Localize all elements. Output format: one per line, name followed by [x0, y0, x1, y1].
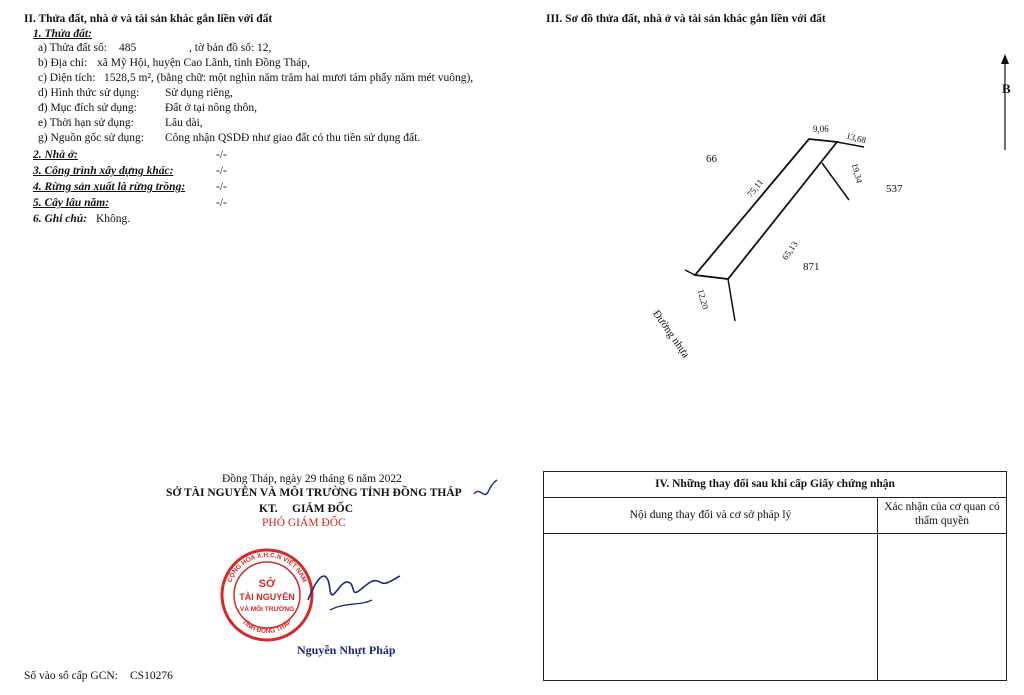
neighbor-66: 66	[706, 153, 717, 165]
land-number-value: 485	[119, 42, 137, 54]
changes-col-confirmation: Xác nhận của cơ quan có thẩm quyền	[884, 501, 1000, 527]
kt-label: KT.	[259, 503, 278, 515]
stamp-line1: TÀI NGUYÊN	[239, 592, 295, 602]
map-sheet-value: , tờ bản đồ số: 12,	[189, 42, 272, 54]
usage-purpose-value: Đất ở tại nông thôn,	[165, 102, 257, 114]
area-label: c) Diện tích:	[38, 72, 96, 84]
changes-table-title: IV. Những thay đổi sau khi cấp Giấy chứng nhận	[544, 472, 1006, 498]
changes-col-content: Nội dung thay đổi và cơ sở pháp lý	[629, 509, 792, 521]
place-date: Đồng Tháp, ngày 29 tháng 6 năm 2022	[222, 473, 402, 485]
land-number-label: a) Thửa đất số:	[38, 42, 107, 54]
section2-sub1: 1. Thửa đất:	[33, 28, 92, 40]
usage-purpose-label: đ) Mục đích sử dụng:	[38, 102, 137, 114]
section3-heading: III. Sơ đồ thửa đất, nhà ở và tài sản khác gắn liền với đất	[546, 13, 826, 25]
house-label: 2. Nhà ở:	[33, 149, 78, 161]
usage-form-value: Sử dụng riêng,	[165, 87, 233, 99]
director-label: GIÁM ĐỐC	[292, 503, 354, 515]
dim-bottom: 12,20	[695, 287, 711, 311]
stamp-line2: VÀ MÔI TRƯỜNG	[239, 606, 295, 613]
stamp-bottom-text: TỈNH ĐỒNG THÁP	[240, 618, 294, 636]
other-construction-value: -/-	[216, 165, 227, 177]
dim-top-left: 9,06	[813, 124, 829, 134]
forest-value: -/-	[216, 181, 227, 193]
dim-right-lower: 65,13	[780, 239, 800, 262]
dim-right-upper: 19,34	[849, 161, 865, 185]
changes-col-divider	[877, 497, 878, 680]
neighbor-537: 537	[886, 183, 903, 195]
changes-table-header	[544, 497, 1006, 534]
address-value: xã Mỹ Hội, huyện Cao Lãnh, tỉnh Đồng Tháp,	[97, 57, 310, 69]
area-value: 1528,5 m², (bằng chữ: một nghìn năm trăm hai mươi tám phẩy năm mét vuông),	[104, 72, 474, 84]
usage-term-label: e) Thời hạn sử dụng:	[38, 117, 134, 129]
boundary-right-upper	[822, 163, 849, 200]
note-label: 6. Ghi chú:	[33, 213, 87, 225]
handwritten-signature	[300, 560, 410, 620]
other-construction-label: 3. Công trình xây dựng khác:	[33, 165, 174, 177]
changes-table	[543, 471, 1007, 681]
house-value: -/-	[216, 149, 227, 161]
dim-left-side: 75,11	[745, 177, 766, 200]
gcn-value: CS10276	[130, 670, 173, 682]
forest-label: 4. Rừng sản xuất là rừng trồng:	[33, 181, 186, 193]
stamp-so: SỞ	[258, 578, 276, 590]
perennial-label: 5. Cây lâu năm:	[33, 197, 110, 209]
gcn-label: Số vào sổ cấp GCN:	[24, 670, 118, 682]
neighbor-871: 871	[803, 261, 820, 273]
svg-text:TỈNH ĐỒNG THÁP	[241, 618, 294, 635]
road-label: Đường nhựa	[650, 308, 692, 361]
land-plot-diagram	[640, 50, 1024, 350]
note-value: Không.	[96, 213, 131, 225]
boundary-left-ext	[685, 270, 695, 275]
usage-origin-value: Công nhận QSDĐ như giao đất có thu tiền sử dụng đất.	[165, 132, 421, 144]
dim-top-right: 13,68	[845, 130, 868, 146]
usage-term-value: Lâu dài,	[165, 117, 203, 129]
initial-mark	[470, 476, 500, 506]
issuing-org: SỞ TÀI NGUYÊN VÀ MÔI TRƯỜNG TỈNH ĐỒNG THÁP	[166, 487, 462, 499]
boundary-bottom-ext	[728, 279, 735, 321]
deputy-director: PHÓ GIÁM ĐỐC	[262, 517, 346, 529]
north-arrow-icon	[1001, 54, 1009, 150]
usage-origin-label: g) Nguồn gốc sử dụng:	[38, 132, 144, 144]
stamp-ring-text: CỘNG HÒA X.H.C.N VIỆT NAM	[226, 551, 308, 584]
north-label: B	[1002, 81, 1011, 96]
usage-form-label: d) Hình thức sử dụng:	[38, 87, 140, 99]
section2-heading: II. Thửa đất, nhà ở và tài sản khác gắn liền với đất	[24, 13, 273, 25]
signer-name: Nguyễn Nhựt Pháp	[297, 643, 396, 657]
address-label: b) Địa chỉ:	[38, 57, 88, 69]
perennial-value: -/-	[216, 197, 227, 209]
